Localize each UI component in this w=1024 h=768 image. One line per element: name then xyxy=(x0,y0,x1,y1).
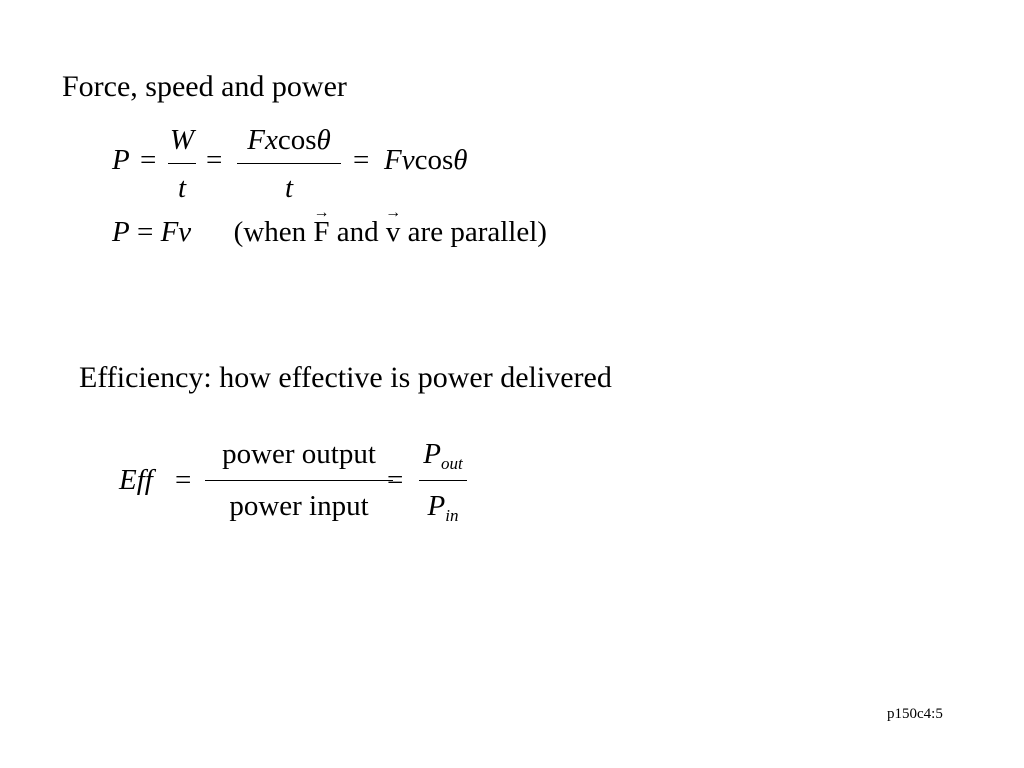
fraction-force-distance-over-time xyxy=(237,126,341,206)
fv-symbol: Fv xyxy=(160,216,192,248)
fv-symbol: Fv xyxy=(384,144,415,176)
numerator-fx-cos-theta xyxy=(237,126,341,155)
velocity-vector xyxy=(385,204,402,248)
power-symbol: P xyxy=(112,144,130,176)
cos-function: cos xyxy=(414,144,454,176)
cos-function: cos xyxy=(277,124,317,156)
equation-power-parallel xyxy=(112,204,547,248)
subscript-in: in xyxy=(445,506,459,525)
page-footer-label: p150c4:5 xyxy=(887,706,943,722)
power-symbol: P xyxy=(423,438,441,470)
fraction-power-output-over-input xyxy=(205,440,393,532)
p-in xyxy=(419,492,467,524)
power-input-text: power input xyxy=(229,490,369,522)
equals-sign: = xyxy=(353,144,370,176)
force-vector xyxy=(313,204,330,248)
power-symbol: P xyxy=(112,216,130,248)
equals-sign: = xyxy=(387,464,404,496)
fraction-bar xyxy=(205,480,393,481)
and-text: and xyxy=(336,216,379,248)
vector-arrow-icon: → xyxy=(385,204,402,221)
fx-symbol: Fx xyxy=(247,124,278,156)
time-symbol: t xyxy=(284,172,294,204)
fraction-work-over-time xyxy=(168,126,196,206)
equals-sign: = xyxy=(206,144,223,176)
heading-force-speed-power: Force, speed and power xyxy=(62,70,347,103)
time-symbol: t xyxy=(177,172,187,204)
p-out xyxy=(419,440,467,472)
fraction-pout-over-pin xyxy=(419,440,467,532)
equals-sign: = xyxy=(136,216,154,248)
theta-symbol: θ xyxy=(453,144,468,176)
fraction-bar xyxy=(168,163,196,164)
equals-sign: = xyxy=(140,144,157,176)
heading-efficiency: Efficiency: how effective is power delivered xyxy=(79,361,612,394)
fraction-bar xyxy=(237,163,341,164)
power-symbol: P xyxy=(427,490,446,522)
velocity-vector-letter: v xyxy=(385,216,401,248)
theta-symbol: θ xyxy=(316,124,331,156)
work-symbol: W xyxy=(169,124,195,156)
equals-sign: = xyxy=(175,464,192,496)
force-vector-letter: F xyxy=(313,216,330,248)
power-output-text: power output xyxy=(222,438,376,470)
when-text: (when xyxy=(233,216,307,248)
efficiency-symbol: Eff xyxy=(119,464,153,496)
rhs-fv-cos-theta xyxy=(384,146,468,175)
fraction-bar xyxy=(419,480,467,481)
vector-arrow-icon: → xyxy=(313,204,330,221)
subscript-out: out xyxy=(440,454,463,473)
are-parallel-text: are parallel) xyxy=(407,216,547,248)
